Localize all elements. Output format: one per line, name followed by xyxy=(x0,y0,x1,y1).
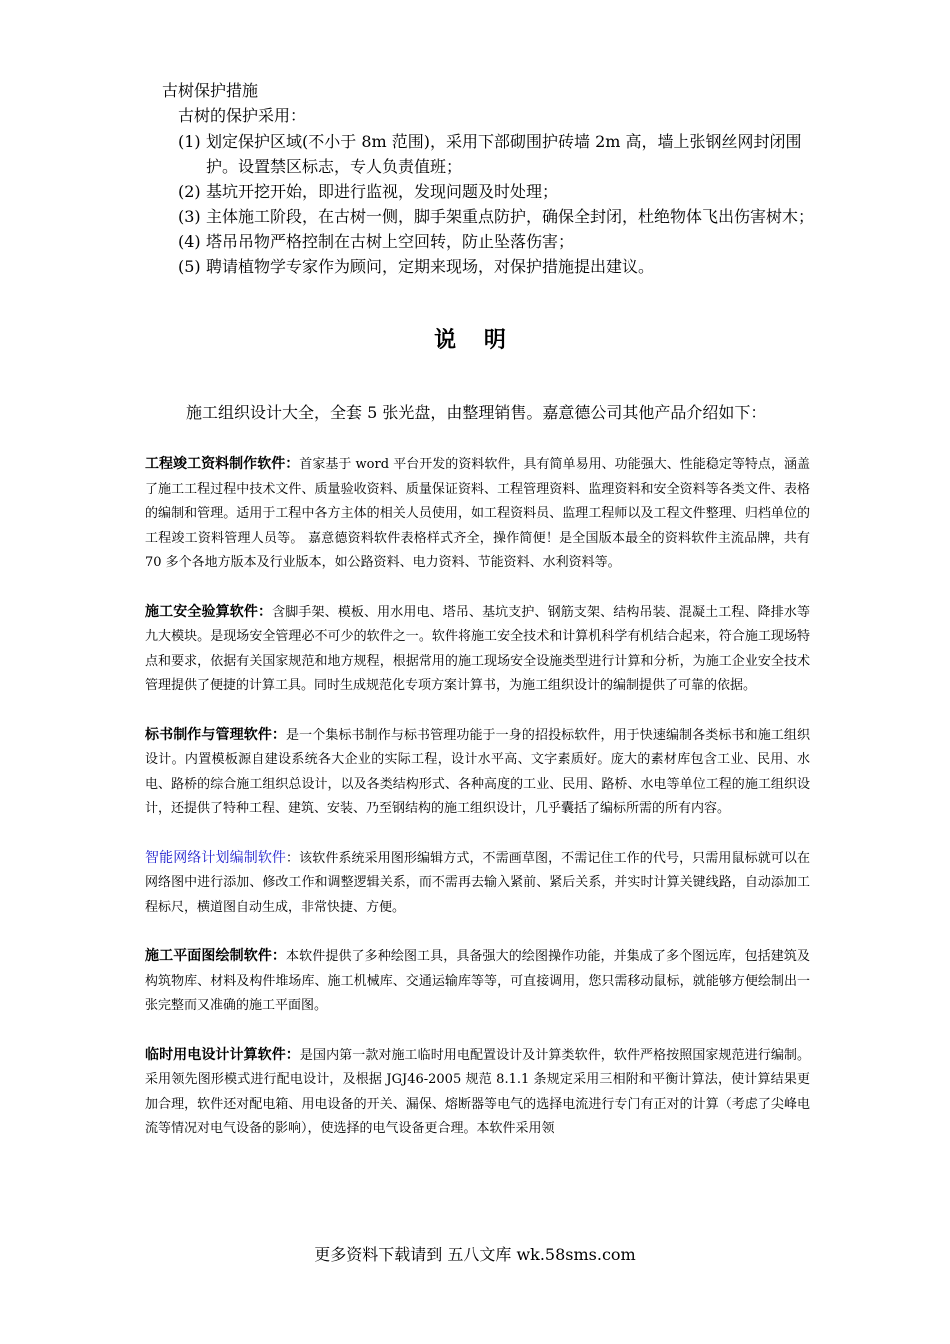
list-item-text: 基坑开挖开始，即进行监视，发现问题及时处理； xyxy=(206,182,559,201)
list-item xyxy=(178,204,818,229)
list-item-text: 塔吊吊物严格控制在古树上空回转，防止坠落伤害； xyxy=(206,232,575,251)
list-item-text: 划定保护区域(不小于 8m 范围)，采用下部砌围护砖墙 2m 高，墙上张钢丝网封闭围护。设置禁区标志，专人负责值班； xyxy=(206,132,802,176)
product-entry xyxy=(145,1043,810,1142)
product-name: 工程竣工资料制作软件： xyxy=(145,456,300,472)
product-description: 首家基于 word 平台开发的资料软件，具有简单易用、功能强大、性能稳定等特点，涵盖了施工工程过程中技术文件、质量验收资料、质量保证资料、工程管理资料、监理资料和安全资料等各类文件、表格的编制和管理。适用于工程中各方主体的相关人员使用，如工程资料员、监理工程师以及工程文件整理、归档单位的工程竣工资料管理人员等。 嘉意德资料软件表格样式齐全，操作简便！是全国版本最全的资料软件主流品牌，共有 70 多个各地方版本及行业版本，如公路资料、电力资料、节能资料、水利资料等。 xyxy=(145,457,811,570)
product-description: 是一个集标书制作与标书管理功能于一身的招投标软件，用于快速编制各类标书和施工组织设计。内置模板源自建设系统各大企业的实际工程，设计水平高、文字素质好。庞大的素材库包含工业、民用、水电、路桥的综合施工组织总设计，以及各类结构形式、各种高度的工业、民用、路桥、水电等单位工程的施工组织设计，还提供了特种工程、建筑、安装、乃至钢结构的施工组织设计，几乎囊括了编标所需的所有内容。 xyxy=(145,727,810,816)
explanation-summary: 施工组织设计大全，全套 5 张光盘，由整理销售。嘉意德公司其他产品介绍如下： xyxy=(186,403,767,422)
list-item-number: (5) xyxy=(178,257,201,276)
list-item xyxy=(178,254,818,279)
product-description: ：该软件系统采用图形编辑方式，不需画草图，不需记住工作的代号，只需用鼠标就可以在网络图中进行添加、修改工作和调整逻辑关系，而不需再去输入紧前、紧后关系，并实时计算关键线路，自动添加工程标尺，横道图自动生成，非常快捷、方便。 xyxy=(145,850,810,915)
product-name: 临时用电设计计算软件： xyxy=(145,1046,300,1063)
list-item xyxy=(178,179,818,204)
list-item xyxy=(178,129,818,179)
product-description: 含脚手架、模板、用水用电、塔吊、基坑支护、钢筋支架、结构吊装、混凝土工程、降排水等九大模块。是现场安全管理必不可少的软件之一。软件将施工安全技术和计算机科学有机结合起来，符合施工现场特点和要求，依据有关国家规范和地方规程，根据常用的施工现场安全设施类型进行计算和分析，为施工企业安全技术管理提供了便捷的计算工具。同时生成规范化专项方案计算书，为施工组织设计的编制提供了可靠的依据。 xyxy=(145,604,810,693)
product-list xyxy=(145,452,810,1166)
product-entry xyxy=(145,944,810,1019)
product-description: 是国内第一款对施工临时用电配置设计及计算类软件，软件严格按照国家规范进行编制。采用领先图形模式进行配电设计，及根据 JGJ46-2005 规范 8.1.1 条规定采用三相附和平衡计算法，使计算结果更加合理，软件还对配电箱、用电设备的开关、漏保、熔断器等电气的选择电流进行专门有正对的计算（考虑了尖峰电流等情况对电气设备的影响），使选择的电气设备更合理。本软件采用领 xyxy=(145,1047,810,1136)
product-entry xyxy=(145,600,810,699)
product-name: 施工安全验算软件： xyxy=(145,603,273,620)
product-entry xyxy=(145,723,810,822)
product-entry xyxy=(145,846,810,921)
measure-list xyxy=(178,129,818,279)
list-item-text: 主体施工阶段，在古树一侧，脚手架重点防护，确保全封闭，杜绝物体飞出伤害树木； xyxy=(206,207,815,226)
product-name: 标书制作与管理软件： xyxy=(145,726,287,743)
list-item-number: (4) xyxy=(178,232,201,251)
list-item xyxy=(178,229,818,254)
explanation-heading: 说 明 xyxy=(434,328,516,353)
list-item-number: (2) xyxy=(178,182,201,201)
product-entry xyxy=(145,452,810,576)
list-item-number: (3) xyxy=(178,207,201,226)
product-name: 施工平面图绘制软件： xyxy=(145,948,287,964)
product-name-link[interactable]: 智能网络计划编制软件 xyxy=(145,849,287,866)
product-description: 本软件提供了多种绘图工具，具备强大的绘图操作功能，并集成了多个图远库，包括建筑及构筑物库、材料及构件堆场库、施工机械库、交通运输库等等，可直接调用，您只需移动鼠标，就能够方便绘制出一张完整而又准确的施工平面图。 xyxy=(145,949,810,1013)
section-intro: 古树的保护采用： xyxy=(178,106,307,125)
page-footer: 更多资料下载请到 五八文库 wk.58sms.com xyxy=(314,1245,636,1264)
section-title: 古树保护措施 xyxy=(162,81,259,100)
list-item-text: 聘请植物学专家作为顾问，定期来现场，对保护措施提出建议。 xyxy=(206,257,655,276)
list-item-number: (1) xyxy=(178,132,201,151)
